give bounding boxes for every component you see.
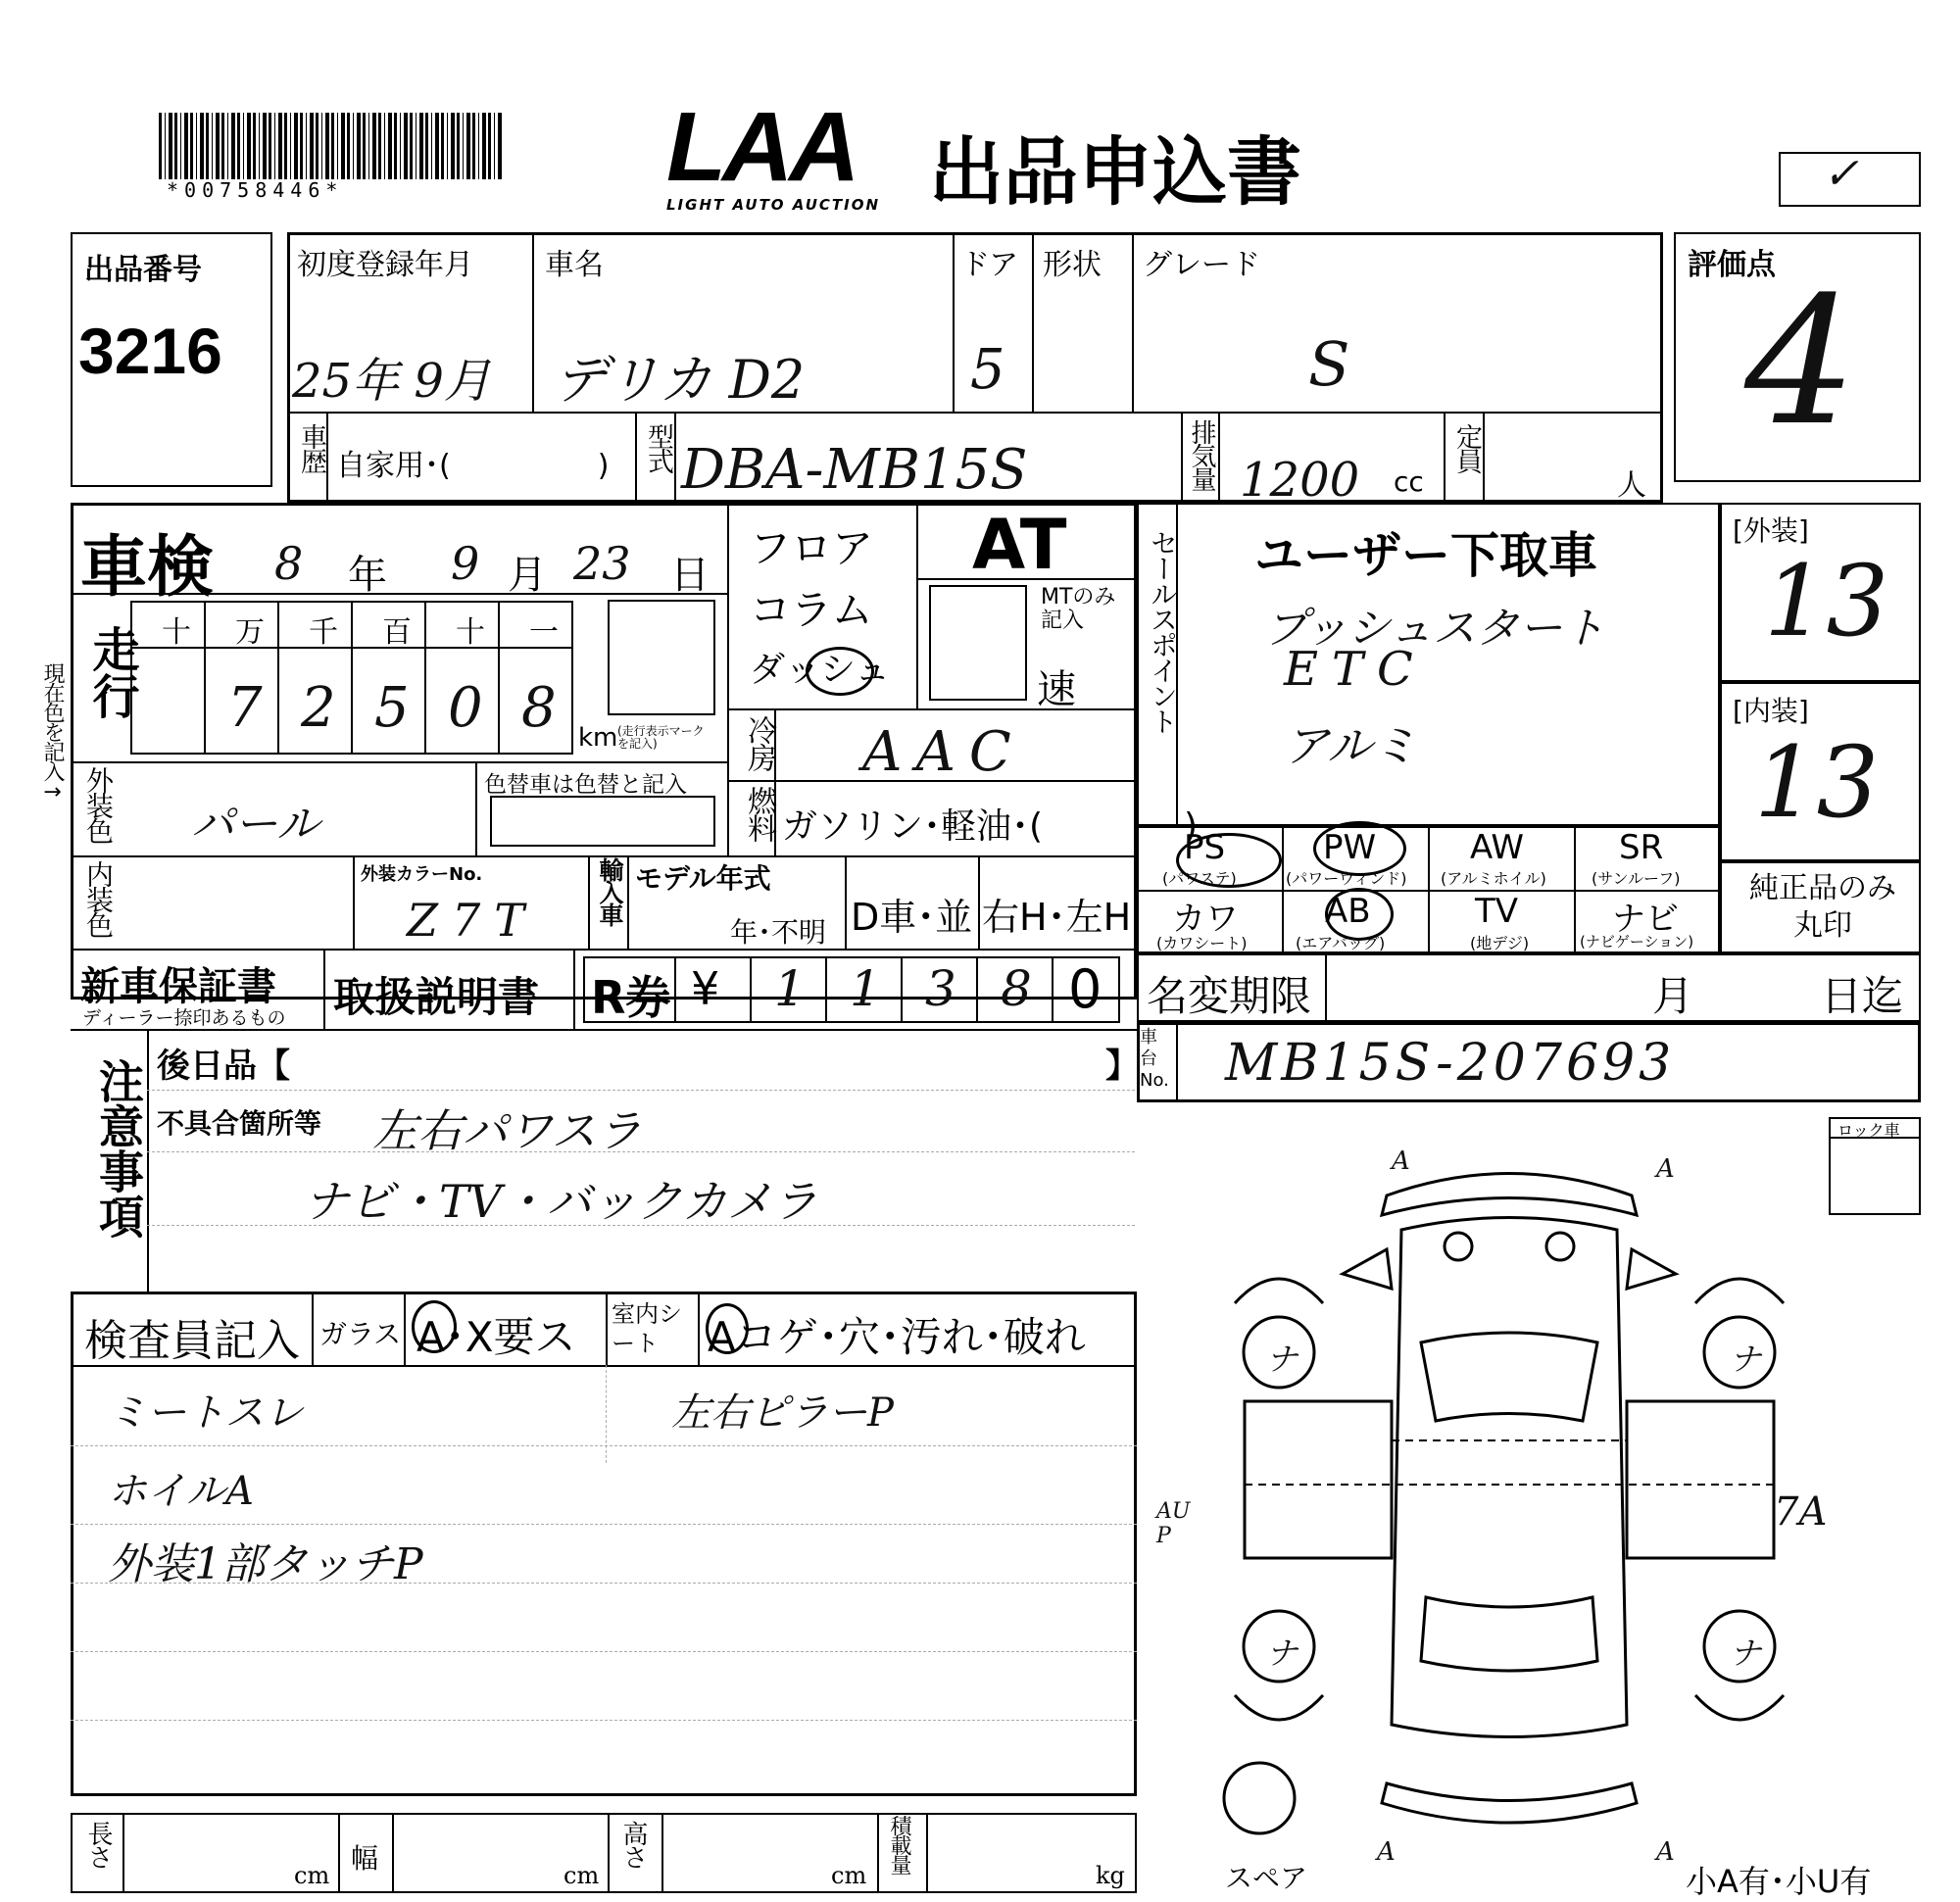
inspector-left-1: ホイルA: [108, 1469, 254, 1514]
shift-speed: 速: [1037, 667, 1076, 712]
door-label: ドア: [960, 248, 1019, 282]
model-label: 型式: [643, 423, 673, 472]
equip-tv-name: (地デジ): [1470, 934, 1530, 952]
diagram-mark-rear-left: A: [1377, 1837, 1396, 1867]
shift-floor: フロア: [750, 524, 874, 572]
chassis-value: MB15S-207693: [1225, 1034, 1676, 1093]
first-reg-label: 初度登録年月: [297, 248, 473, 282]
diagram-mark-right-side: 7A: [1774, 1489, 1828, 1535]
dim-load-label: 積載量: [887, 1815, 911, 1874]
equip-aw-code: AW: [1470, 828, 1525, 867]
first-reg-value: 25年 9月: [292, 354, 491, 409]
equip-pw-code: PW: [1323, 828, 1377, 867]
shaken-month-num: 9: [451, 537, 480, 590]
inspector-label: 検査員記入: [84, 1316, 300, 1366]
shaken-month-unit: 月: [508, 553, 547, 598]
defect-label: 不具合箇所等: [157, 1107, 322, 1140]
equip-pw-circle: [1313, 821, 1406, 876]
dim-width-label: 幅: [351, 1842, 379, 1875]
shift-dash: ダッシュ: [750, 650, 891, 690]
name-change-day: 日迄: [1821, 972, 1904, 1020]
recycle-digit-1: 1: [850, 960, 881, 1017]
notes-label: 注意事項: [92, 1058, 145, 1239]
recycle-digit-4: 0: [1068, 958, 1102, 1020]
color-no-value: Z7T: [407, 894, 538, 947]
warranty-sub: ディーラー捺印あるもの: [82, 1007, 286, 1029]
shaken-year-unit: 年: [348, 553, 387, 598]
digit-header-0: 十: [162, 615, 191, 650]
seat-label: 室内シート: [612, 1300, 682, 1357]
import-label: 輸入車: [596, 857, 624, 925]
history-label: 車歴: [296, 423, 326, 472]
defect-line-2: ナビ・TV・バックカメラ: [304, 1175, 817, 1228]
history-value: 自家用･( ): [336, 449, 610, 483]
fuel-options: ガソリン･軽油･( ): [782, 806, 1199, 847]
seat-a-circle: [706, 1303, 749, 1354]
later-items-label: 後日品【: [157, 1047, 290, 1086]
equip-ps-name: (パワステ): [1162, 869, 1237, 888]
mileage-digit-1: 7: [227, 676, 263, 740]
later-items-close: 】: [1105, 1047, 1139, 1086]
displacement-label: 排気量: [1187, 419, 1216, 490]
equip-ps-code: PS: [1184, 828, 1226, 867]
lot-label: 出品番号: [84, 253, 202, 287]
mileage-digit-2: 2: [301, 676, 336, 740]
warranty-label: 新車保証書: [80, 964, 276, 1009]
shift-dash-circle: [806, 647, 874, 696]
form-title: 出品申込書: [929, 128, 1301, 216]
dimensions-box: [71, 1813, 1137, 1893]
diagram-mark-front-left: A: [1392, 1146, 1410, 1176]
shaken-label: 車検: [80, 529, 215, 607]
equip-sr-name: (サンルーフ): [1592, 869, 1681, 888]
diagram-mark-left-side: AU P: [1156, 1499, 1191, 1548]
digit-header-4: 十: [456, 615, 485, 650]
exterior-color-label: 外装色: [82, 766, 115, 843]
manual-label: 取扱説明書: [333, 973, 540, 1021]
laa-logo-sub: LIGHT AUTO AUCTION: [666, 196, 881, 214]
color-no-label: 外装カラーNo.: [361, 864, 483, 885]
equip-ab-code: AB: [1325, 892, 1371, 931]
mileage-mark-box: [608, 600, 715, 715]
shaken-year-num: 8: [274, 537, 304, 590]
mileage-label: 走行: [84, 625, 139, 719]
shape-label: 形状: [1043, 248, 1102, 282]
diagram-mark-wheel-fl: ナ: [1266, 1341, 1298, 1378]
grade-value: S: [1308, 328, 1350, 400]
mileage-digit-5: 8: [521, 676, 557, 740]
equip-ab-circle: [1325, 888, 1394, 941]
equip-sr-code: SR: [1619, 828, 1664, 867]
sales-points-label: セールスポイント: [1147, 529, 1179, 733]
dim-height-cm: cm: [831, 1862, 867, 1889]
name-change-label: 名変期限: [1147, 972, 1312, 1020]
car-diagram: [1205, 1137, 1823, 1852]
diagram-mark-wheel-rr: ナ: [1730, 1634, 1762, 1672]
grade-label: グレード: [1143, 248, 1260, 282]
repaint-box: [490, 796, 715, 847]
recycle-digit-3: 8: [1001, 960, 1032, 1017]
model-year-options: 年･不明: [730, 916, 827, 949]
score-value: 4: [1744, 260, 1857, 464]
laa-logo: LAA: [666, 92, 857, 202]
mileage-digit-3: 5: [374, 676, 410, 740]
km-note: (走行表示マーク を記入): [617, 724, 705, 751]
handle-option: 右H･左H: [982, 896, 1132, 939]
barcode: [159, 113, 502, 179]
equip-leather-name: (カワシート): [1156, 934, 1248, 952]
repaint-note: 色替車は色替と記入: [484, 772, 687, 798]
equip-aw-name: (アルミホイル): [1441, 869, 1546, 888]
recycle-digit-2: 3: [925, 960, 956, 1017]
current-color-note: 現在色を記入→: [40, 662, 65, 803]
cc-unit: cc: [1394, 465, 1424, 498]
name-change-month: 月: [1652, 972, 1694, 1020]
spare-label: スペア: [1225, 1862, 1308, 1894]
inner-grade-label: [内装]: [1733, 695, 1809, 727]
small-damage-note: 小A有･小U有: [1686, 1863, 1872, 1900]
inspector-left-0: ミートスレ: [108, 1390, 304, 1436]
equip-pw-name: (パワーウィンド): [1286, 869, 1407, 888]
lock-label: ロック車: [1838, 1121, 1900, 1140]
genuine-note: 純正品のみ 丸印: [1749, 871, 1896, 943]
glass-label: ガラス: [319, 1318, 402, 1350]
equip-navi-name: (ナビゲーション): [1580, 933, 1694, 951]
sales-points-title: ユーザー下取車: [1254, 527, 1597, 584]
glass-options: A･X要ス: [416, 1313, 576, 1361]
outer-grade-label: [外装]: [1733, 514, 1809, 547]
dim-length-cm: cm: [294, 1862, 330, 1889]
equip-ps-circle: [1176, 833, 1282, 888]
diagram-mark-wheel-rl: ナ: [1266, 1634, 1298, 1672]
recycle-label: R券: [591, 971, 671, 1024]
diagram-mark-rear-right: A: [1656, 1837, 1675, 1867]
sales-point-2: アルミ: [1284, 719, 1418, 772]
dealer-option: D車･並: [851, 896, 973, 939]
dim-height-label: 高さ: [618, 1821, 648, 1868]
capacity-unit: 人: [1617, 468, 1646, 503]
shift-column: コラム: [750, 586, 873, 634]
defect-line-1: 左右パワスラ: [372, 1104, 642, 1157]
sales-point-0: プッシュスタート: [1264, 604, 1606, 654]
inspector-right-0: 左右ピラーP: [671, 1390, 894, 1436]
dim-load-kg: kg: [1096, 1862, 1125, 1889]
score-label: 評価点: [1688, 248, 1776, 282]
check-mark: ✓: [1823, 149, 1859, 199]
diagram-mark-front-right: A: [1656, 1154, 1675, 1184]
cooling-value: AAC: [862, 720, 1025, 784]
km-label: km: [578, 723, 618, 753]
car-name-value: デリカ D2: [554, 349, 806, 411]
inspector-left-2: 外装1部タッチP: [108, 1539, 423, 1589]
digit-header-3: 百: [382, 615, 412, 650]
seat-options: Aコゲ･穴･汚れ･破れ: [708, 1313, 1086, 1361]
lot-number: 3216: [78, 315, 222, 387]
shift-at: AT: [972, 505, 1067, 585]
equip-navi-code: ナビ: [1612, 900, 1679, 939]
mt-note: MTのみ 記入: [1041, 585, 1116, 633]
equip-leather-code: カワ: [1172, 900, 1239, 939]
capacity-label: 定員: [1451, 423, 1482, 472]
sales-point-1: ETC: [1284, 642, 1427, 697]
shaken-day-unit: 日: [670, 553, 710, 598]
recycle-digit-0: 1: [774, 960, 806, 1017]
barcode-text: *00758446*: [167, 178, 344, 202]
chassis-label: 車台No.: [1140, 1027, 1169, 1091]
equip-tv-code: TV: [1475, 892, 1519, 931]
model-value: DBA-MB15S: [681, 438, 1028, 502]
dim-width-cm: cm: [564, 1862, 600, 1889]
digit-header-1: 万: [235, 615, 265, 650]
inner-grade-value: 13: [1754, 725, 1880, 840]
mt-box: [929, 585, 1027, 701]
digit-header-2: 千: [309, 615, 338, 650]
car-name-label: 車名: [545, 248, 604, 282]
glass-a-circle: [412, 1300, 457, 1353]
shaken-day-num: 23: [573, 537, 631, 590]
digit-header-5: 一: [529, 615, 559, 650]
cooling-label: 冷房: [742, 715, 776, 770]
dim-length-label: 長さ: [83, 1821, 113, 1868]
outer-grade-value: 13: [1764, 544, 1889, 658]
exterior-color-value: パール: [191, 800, 320, 850]
interior-color-label: 内装色: [82, 860, 115, 937]
diagram-mark-wheel-fr: ナ: [1730, 1341, 1762, 1378]
model-year-label: モデル年式: [635, 862, 771, 895]
door-value: 5: [970, 338, 1005, 402]
fuel-label: 燃料: [742, 786, 776, 841]
equip-ab-name: (エアバッグ): [1296, 934, 1386, 952]
recycle-yen: ¥: [691, 962, 720, 1015]
mileage-digit-4: 0: [448, 676, 483, 740]
displacement-value: 1200: [1240, 453, 1360, 508]
